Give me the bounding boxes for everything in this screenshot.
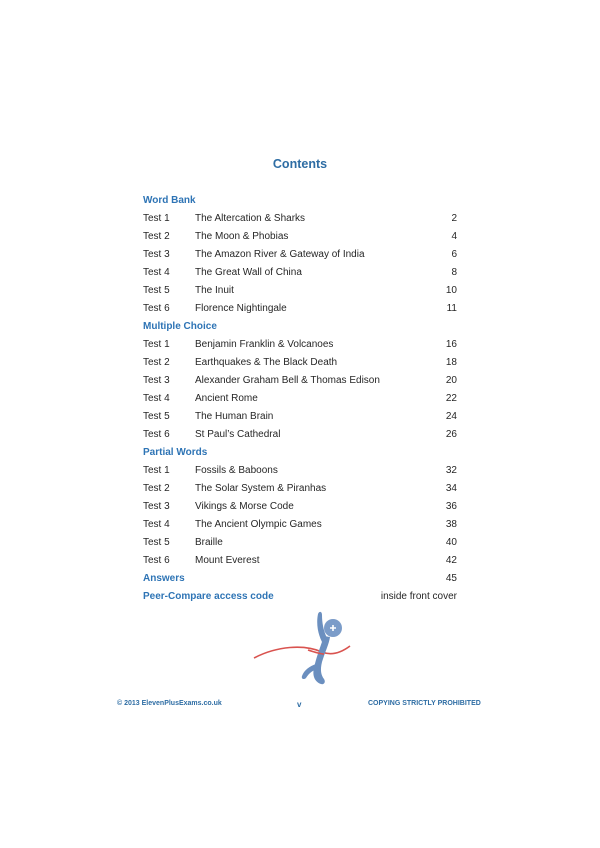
topic-label: Earthquakes & The Black Death: [195, 357, 338, 368]
test-label: Test 4: [143, 393, 170, 404]
test-label: Test 3: [143, 501, 170, 512]
page-number: 24: [445, 411, 457, 422]
toc-row: [143, 480, 457, 498]
answers-label: Answers: [143, 573, 185, 584]
test-label: Test 2: [143, 483, 170, 494]
test-label: Test 2: [143, 231, 170, 242]
toc-row: [143, 390, 457, 408]
topic-label: Benjamin Franklin & Volcanoes: [195, 339, 334, 350]
topic-label: The Ancient Olympic Games: [195, 519, 322, 530]
toc-row: [143, 354, 457, 372]
page-number: 40: [445, 537, 457, 548]
test-label: Test 3: [143, 249, 170, 260]
topic-label: Ancient Rome: [195, 393, 258, 404]
toc-row: [143, 552, 457, 570]
topic-label: The Solar System & Piranhas: [195, 483, 327, 494]
test-label: Test 4: [143, 267, 170, 278]
page-number: 8: [451, 267, 457, 278]
page-number: 36: [445, 501, 457, 512]
topic-label: Florence Nightingale: [195, 303, 287, 314]
runner-logo-icon: [252, 602, 352, 694]
topic-label: The Altercation & Sharks: [195, 213, 306, 224]
page-number: 22: [445, 393, 457, 404]
peer-compare-label: Peer-Compare access code: [143, 591, 274, 602]
footer-notice: COPYING STRICTLY PROHIBITED: [368, 700, 481, 707]
toc-row: [143, 462, 457, 480]
topic-label: The Moon & Phobias: [195, 231, 289, 242]
test-label: Test 6: [143, 303, 170, 314]
toc-row: [143, 246, 457, 264]
page-number: 10: [445, 285, 457, 296]
page-number: 2: [451, 213, 457, 224]
test-label: Test 6: [143, 555, 170, 566]
page-number: 18: [445, 357, 457, 368]
test-label: Test 1: [143, 213, 170, 224]
page-number: 20: [445, 375, 457, 386]
topic-label: Fossils & Baboons: [195, 465, 278, 476]
page-number: 38: [445, 519, 457, 530]
toc-row: [143, 264, 457, 282]
page-number: 6: [451, 249, 457, 260]
topic-label: The Great Wall of China: [195, 267, 302, 278]
toc-row: [143, 426, 457, 444]
table-of-contents: [143, 192, 457, 606]
topic-label: Vikings & Morse Code: [195, 501, 294, 512]
toc-row: [143, 498, 457, 516]
test-label: Test 2: [143, 357, 170, 368]
footer-page-number: v: [297, 700, 302, 709]
section-heading-word-bank: Word Bank: [143, 195, 196, 206]
toc-row: [143, 408, 457, 426]
test-label: Test 3: [143, 375, 170, 386]
answers-page-number: 45: [445, 573, 457, 584]
page-number: 11: [446, 303, 457, 314]
test-label: Test 1: [143, 465, 170, 476]
topic-label: Alexander Graham Bell & Thomas Edison: [195, 375, 380, 386]
topic-label: St Paul’s Cathedral: [195, 429, 281, 440]
page-number: 42: [445, 555, 457, 566]
section-heading-multiple-choice: Multiple Choice: [143, 321, 217, 332]
page-number: 4: [451, 231, 457, 242]
toc-row: [143, 372, 457, 390]
toc-row: [143, 228, 457, 246]
topic-label: The Inuit: [195, 285, 234, 296]
topic-label: Braille: [195, 537, 223, 548]
test-label: Test 5: [143, 411, 170, 422]
toc-row: [143, 282, 457, 300]
page-number: 34: [445, 483, 457, 494]
test-label: Test 1: [143, 339, 170, 350]
topic-label: Mount Everest: [195, 555, 260, 566]
test-label: Test 5: [143, 285, 170, 296]
toc-row: [143, 516, 457, 534]
peer-compare-location: inside front cover: [380, 591, 457, 602]
topic-label: The Amazon River & Gateway of India: [195, 249, 365, 260]
answers-row: [143, 570, 457, 588]
test-label: Test 6: [143, 429, 170, 440]
test-label: Test 5: [143, 537, 170, 548]
test-label: Test 4: [143, 519, 170, 530]
topic-label: The Human Brain: [195, 411, 274, 422]
toc-row: [143, 210, 457, 228]
toc-row: [143, 534, 457, 552]
page-title: Contents: [272, 157, 328, 171]
page-number: 26: [445, 429, 457, 440]
section-heading-partial-words: Partial Words: [143, 447, 208, 458]
toc-row: [143, 300, 457, 318]
page-number: 16: [445, 339, 457, 350]
toc-row: [143, 336, 457, 354]
page-number: 32: [445, 465, 457, 476]
footer-copyright: © 2013 ElevenPlusExams.co.uk: [117, 700, 222, 707]
